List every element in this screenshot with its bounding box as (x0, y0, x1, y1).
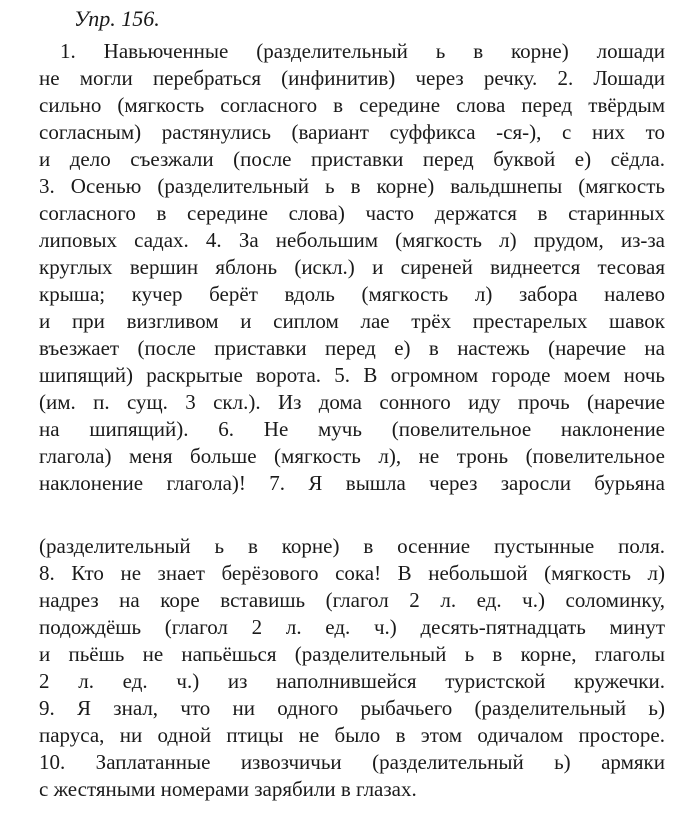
text-line: не могли перебраться (инфинитив) через речку. 2. Лошади (39, 66, 665, 90)
text-line: въезжает (после приставки перед е) в настежь (наречие на (39, 336, 665, 360)
text-line: паруса, ни одной птицы не было в этом одичалом просторе. (39, 723, 665, 747)
text-line: глагола) меня больше (мягкость л), не тронь (повелительное (39, 444, 665, 468)
text-line: и пьёшь не напьёшься (разделительный ь в корне, глаголы (39, 642, 665, 666)
text-line: шипящий) раскрытые ворота. 5. В огромном городе моем ночь (39, 363, 665, 387)
exercise-heading: Упр. 156. (74, 6, 160, 31)
text-line: 9. Я знал, что ни одного рыбачьего (разделительный ь) (39, 696, 665, 720)
text-line: 10. Заплатанные извозчичьи (разделительный ь) армяки (39, 750, 665, 774)
text-line: круглых вершин яблонь (искл.) и сиреней виднеется тесовая (39, 255, 665, 279)
text-line: липовых садах. 4. За небольшим (мягкость л) прудом, из-за (39, 228, 665, 252)
text-line: (им. п. сущ. 3 скл.). Из дома сонного иду прочь (наречие (39, 390, 665, 414)
text-line: согласным) растянулись (вариант суффикса -ся-), с них то (39, 120, 665, 144)
text-line: и при визгливом и сиплом лае трёх престарелых шавок (39, 309, 665, 333)
text-line: на шипящий). 6. Не мучь (повелительное наклонение (39, 417, 665, 441)
text-line: крыша; кучер берёт вдоль (мягкость л) забора налево (39, 282, 665, 306)
text-line: наклонение глагола)! 7. Я вышла через заросли бурьяна (39, 471, 665, 495)
text-line: 8. Кто не знает берёзового сока! В небольшой (мягкость л) (39, 561, 665, 585)
text-line: 2 л. ед. ч.) из наполнившейся туристской кружечки. (39, 669, 665, 693)
text-line: и дело съезжали (после приставки перед буквой е) сёдла. (39, 147, 665, 171)
text-line: 1. Навьюченные (разделительный ь в корне) лошади (60, 39, 665, 63)
text-line: сильно (мягкость согласного в середине слова перед твёрдым (39, 93, 665, 117)
text-line: подождёшь (глагол 2 л. ед. ч.) десять-пятнадцать минут (39, 615, 665, 639)
text-line: 3. Осенью (разделительный ь в корне) вальдшнепы (мягкость (39, 174, 665, 198)
text-line: надрез на коре вставишь (глагол 2 л. ед. ч.) соломинку, (39, 588, 665, 612)
text-line: согласного в середине слова) часто держатся в старинных (39, 201, 665, 225)
text-line: (разделительный ь в корне) в осенние пустынные поля. (39, 534, 665, 558)
text-line: с жестяными номерами зарябили в глазах. (39, 777, 417, 801)
